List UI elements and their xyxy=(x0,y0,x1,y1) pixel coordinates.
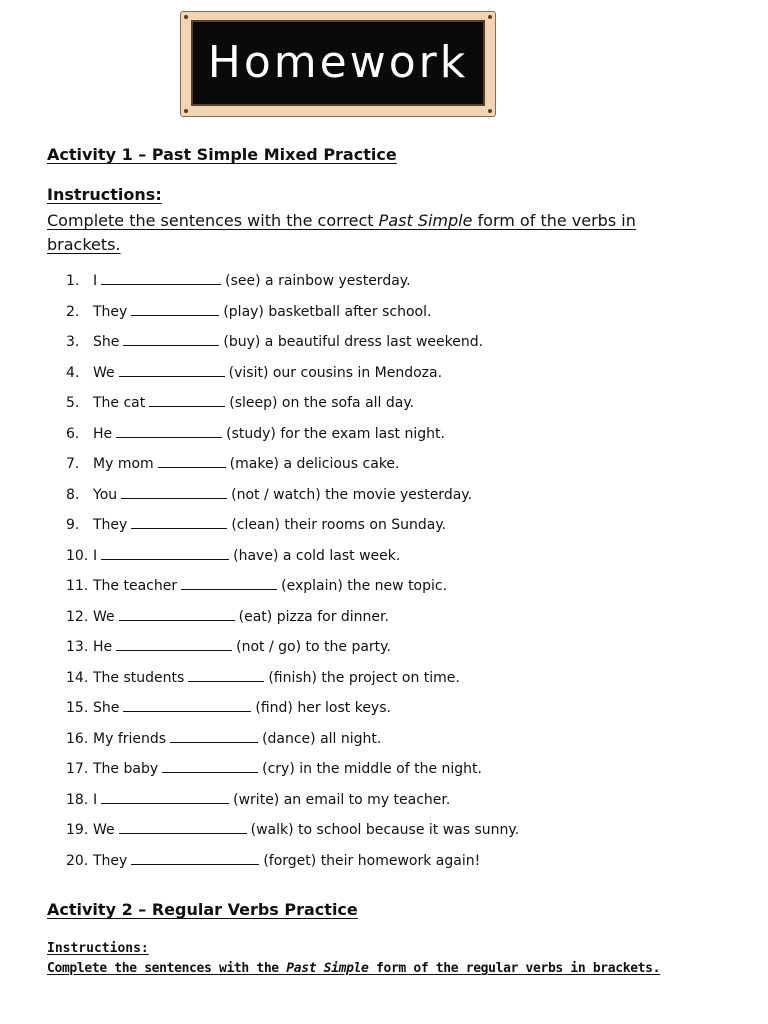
sentence-number: 3. xyxy=(66,334,80,350)
sentence-start: They xyxy=(93,517,128,533)
instructions-text-start: Complete the sentences with the correct xyxy=(47,211,379,230)
nail-icon xyxy=(184,15,188,19)
sentence-item xyxy=(66,608,519,639)
sentence-item xyxy=(66,364,519,395)
answer-blank[interactable] xyxy=(131,852,259,865)
sentence-end: (eat) pizza for dinner. xyxy=(238,608,389,625)
sentence-start: I xyxy=(93,547,98,564)
sentence-item xyxy=(66,638,519,669)
activity1-instructions xyxy=(47,209,697,257)
sentence-number: 7. xyxy=(66,456,80,472)
sentence-start: My mom xyxy=(93,456,154,472)
activity2-title: Activity 2 – Regular Verbs Practice xyxy=(47,900,358,919)
sentence-number: 4. xyxy=(66,364,80,381)
answer-blank[interactable] xyxy=(116,425,222,438)
answer-blank[interactable] xyxy=(170,730,258,743)
sentence-start: We xyxy=(93,608,115,625)
sentence-item xyxy=(66,455,519,486)
sentence-end: (buy) a beautiful dress last weekend. xyxy=(223,334,484,350)
sentence-number: 1. xyxy=(66,273,80,289)
answer-blank[interactable] xyxy=(119,364,225,377)
instructions-text-start: Complete the sentences with the xyxy=(47,961,287,976)
answer-blank[interactable] xyxy=(101,791,229,804)
answer-blank[interactable] xyxy=(101,272,221,285)
sentence-end: (have) a cold last week. xyxy=(233,547,401,564)
sentence-list xyxy=(66,272,519,882)
sentence-end: (write) an email to my teacher. xyxy=(233,791,451,808)
sentence-end: (not / go) to the party. xyxy=(236,639,391,655)
answer-blank[interactable] xyxy=(181,577,277,590)
answer-blank[interactable] xyxy=(188,669,264,682)
sentence-number: 18. xyxy=(66,791,89,808)
activity1-title: Activity 1 – Past Simple Mixed Practice xyxy=(47,145,397,164)
sentence-end: (play) basketball after school. xyxy=(223,303,432,320)
instructions-text-emphasis: Past Simple xyxy=(378,211,473,230)
sentence-item xyxy=(66,699,519,730)
sentence-number: 19. xyxy=(66,822,89,838)
chalkboard-surface xyxy=(191,20,485,106)
sentence-start: The students xyxy=(93,669,185,686)
sentence-number: 13. xyxy=(66,639,89,655)
answer-blank[interactable] xyxy=(162,760,258,773)
sentence-number: 14. xyxy=(66,669,89,686)
sentence-item xyxy=(66,791,519,822)
sentence-start: I xyxy=(93,273,98,289)
instructions-text-end: form of the regular verbs in brackets. xyxy=(368,961,661,976)
nail-icon xyxy=(184,109,188,113)
nail-icon xyxy=(488,15,492,19)
sentence-item xyxy=(66,852,519,883)
sentence-start: They xyxy=(93,852,128,869)
activity1-instructions-label: Instructions: xyxy=(47,185,162,204)
sentence-item xyxy=(66,394,519,425)
answer-blank[interactable] xyxy=(123,699,251,712)
sentence-item xyxy=(66,577,519,608)
sentence-item xyxy=(66,486,519,517)
sentence-start: He xyxy=(93,639,113,655)
sentence-number: 9. xyxy=(66,517,80,533)
sentence-start: We xyxy=(93,822,115,838)
sentence-number: 11. xyxy=(66,578,89,594)
sentence-item xyxy=(66,760,519,791)
sentence-number: 15. xyxy=(66,700,89,716)
sentence-item xyxy=(66,272,519,303)
sentence-end: (cry) in the middle of the night. xyxy=(262,761,482,777)
sentence-start: The baby xyxy=(93,761,159,777)
sentence-end: (see) a rainbow yesterday. xyxy=(225,273,411,289)
sentence-end: (dance) all night. xyxy=(262,730,382,747)
sentence-start: She xyxy=(93,700,120,716)
sentence-end: (make) a delicious cake. xyxy=(229,456,400,472)
sentence-start: He xyxy=(93,425,113,442)
sentence-start: She xyxy=(93,334,120,350)
sentence-end: (find) her lost keys. xyxy=(255,700,391,716)
sentence-item xyxy=(66,547,519,578)
sentence-end: (not / watch) the movie yesterday. xyxy=(231,486,473,503)
answer-blank[interactable] xyxy=(119,608,235,621)
answer-blank[interactable] xyxy=(123,333,219,346)
answer-blank[interactable] xyxy=(121,486,227,499)
sentence-end: (clean) their rooms on Sunday. xyxy=(231,517,447,533)
sentence-start: I xyxy=(93,791,98,808)
sentence-number: 2. xyxy=(66,303,80,320)
sentence-end: (sleep) on the sofa all day. xyxy=(229,395,415,411)
answer-blank[interactable] xyxy=(116,638,232,651)
sentence-item xyxy=(66,425,519,456)
sentence-item xyxy=(66,516,519,547)
sentence-number: 12. xyxy=(66,608,89,625)
answer-blank[interactable] xyxy=(119,821,247,834)
sentence-item xyxy=(66,669,519,700)
sentence-item xyxy=(66,333,519,364)
sentence-start: You xyxy=(93,486,118,503)
sentence-start: The cat xyxy=(93,395,146,411)
sentence-number: 16. xyxy=(66,730,89,747)
answer-blank[interactable] xyxy=(131,516,227,529)
board-title: Homework xyxy=(207,37,469,88)
sentence-item xyxy=(66,303,519,334)
sentence-number: 20. xyxy=(66,852,89,869)
answer-blank[interactable] xyxy=(149,394,225,407)
sentence-end: (finish) the project on time. xyxy=(268,669,460,686)
homework-chalkboard xyxy=(180,11,496,117)
sentence-start: My friends xyxy=(93,730,167,747)
answer-blank[interactable] xyxy=(158,455,226,468)
activity2-instructions-label: Instructions: xyxy=(47,941,149,956)
sentence-start: We xyxy=(93,364,115,381)
nail-icon xyxy=(488,109,492,113)
sentence-number: 6. xyxy=(66,425,80,442)
answer-blank[interactable] xyxy=(131,303,219,316)
sentence-start: They xyxy=(93,303,128,320)
sentence-item xyxy=(66,821,519,852)
sentence-number: 10. xyxy=(66,547,89,564)
sentence-end: (walk) to school because it was sunny. xyxy=(250,822,520,838)
answer-blank[interactable] xyxy=(101,547,229,560)
instructions-text-emphasis: Past Simple xyxy=(286,961,369,976)
sentence-start: The teacher xyxy=(93,578,178,594)
sentence-end: (visit) our cousins in Mendoza. xyxy=(228,364,443,381)
sentence-number: 5. xyxy=(66,395,80,411)
sentence-number: 17. xyxy=(66,761,89,777)
sentence-end: (explain) the new topic. xyxy=(281,578,448,594)
sentence-number: 8. xyxy=(66,486,80,503)
activity2-instructions xyxy=(47,961,660,976)
sentence-end: (forget) their homework again! xyxy=(263,852,481,869)
instructions-text-end: form of the verbs in brackets. xyxy=(47,211,636,254)
sentence-end: (study) for the exam last night. xyxy=(226,425,445,442)
sentence-item xyxy=(66,730,519,761)
